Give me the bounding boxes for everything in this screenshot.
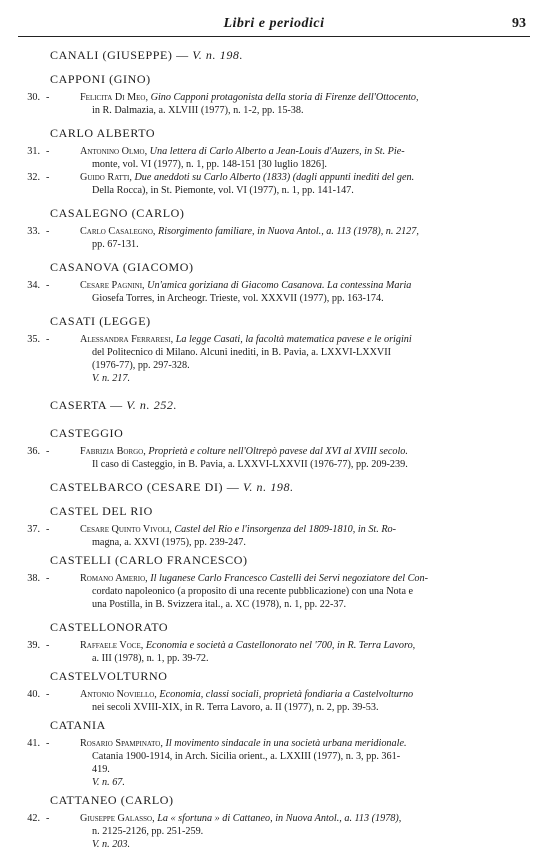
entry-41: 41. - Rosario Spampinato, Il movimento sindacale in una società urbana meridionale. Catania 1900-1914, in Arch. Sicilia orient., a. LXXIII (1977), n. 3, pp. 361- 419. V. n. 67. <box>18 737 530 789</box>
heading-casalegno: CASALEGNO (CARLO) <box>50 206 185 220</box>
entry-number: 30. <box>27 92 40 103</box>
entry-line: Della Rocca), in St. Piemonte, vol. VI (1977), n. 1, pp. 141-147. <box>92 185 354 196</box>
entry-line: nei secoli XVIII-XIX, in R. Terra Lavoro, a. II (1977), n. 2, pp. 39-53. <box>92 702 379 713</box>
entry-title: Castel del Rio e l'insorgenza del 1809-1810, in St. Ro- <box>174 524 397 535</box>
entry-title: Una lettera di Carlo Alberto a Jean-Louis d'Auzers, in St. Pie- <box>149 146 405 157</box>
running-title: Libri e periodici <box>223 16 325 31</box>
entry-number: 36. <box>27 446 40 457</box>
entry-author: Giuseppe Galasso, <box>80 813 155 824</box>
page-header <box>18 14 530 37</box>
entry-line: del Politecnico di Milano. Alcuni inediti, in B. Pavia, a. LXXVI-LXXVII <box>92 347 392 358</box>
heading-castelvolturno: CASTELVOLTURNO <box>50 669 168 683</box>
entry-number: 39. <box>27 640 40 651</box>
cross-reference: V. n. 198. <box>192 48 244 62</box>
entry-author: Fabrizia Borgo, <box>80 446 146 457</box>
entry-author: Cesare Quinto Vivoli, <box>80 524 172 535</box>
entry-line: una Postilla, in B. Svizzera ital., a. XC (1978), n. 1, pp. 22-37. <box>92 599 347 610</box>
entry-title: Proprietà e colture nell'Oltrepò pavese dal XVI al XVIII secolo. <box>148 446 408 457</box>
entry-34: 34. - Cesare Pagnini, Un'amica goriziana di Giacomo Casanova. La contessina Maria Giosefa Torres, in Archeogr. Triestе, vol. XXXVII (1977), pp. 163-174. <box>18 279 530 305</box>
entry-author: Carlo Casalegno, <box>80 226 156 237</box>
entry-author: Rosario Spampinato, <box>80 738 163 749</box>
entry-title: Economia e società a Castellonorato nel '700, in R. Terra Lavoro, <box>145 640 416 651</box>
entry-title: Due aneddoti su Carlo Alberto (1833) (dagli appunti inediti del gen. <box>134 172 415 183</box>
entry-line: Giosefa Torres, in Archeogr. Triestе, vol. XXXVII (1977), pp. 163-174. <box>92 293 384 304</box>
heading-castel-del-rio: CASTEL DEL RIO <box>50 504 153 518</box>
entry-author: Alessandra Ferraresi, <box>80 334 174 345</box>
heading-cattaneo: CATTANEO (CARLO) <box>50 793 174 807</box>
entry-title: La legge Casati, la facoltà matematica pavese e le origini <box>175 334 412 345</box>
entry-number: 34. <box>27 280 40 291</box>
entry-number: 42. <box>27 813 40 824</box>
entry-number: 31. <box>27 146 40 157</box>
entry-author: Antonino Olmo, <box>80 146 148 157</box>
entry-author: Antonio Noviello, <box>80 689 157 700</box>
entry-author: Guido Ratti, <box>80 172 132 183</box>
entry-number: 32. <box>27 172 40 183</box>
entry-line: monte, vol. VI (1977), n. 1, pp. 148-151 [30 luglio 1826]. <box>92 159 327 170</box>
heading-casati: CASATI (LEGGE) <box>50 314 151 328</box>
entry-number: 40. <box>27 689 40 700</box>
entry-title: Il movimento sindacale in una società urbana meridionale. <box>165 738 407 749</box>
heading-capponi: CAPPONI (GINO) <box>50 72 151 86</box>
entry-title: Il luganese Carlo Francesco Castelli dei Servi negoziatore del Con- <box>150 573 428 584</box>
entry-38: 38. - Romano Amerio, Il luganese Carlo Francesco Castelli dei Servi negoziatore del Con- cordato napoleonico (a proposito di una recente pubblicazione) con una Nota e una Postilla, in B. Svizzera ital., a. XC (1978), n. 1, pp. 22-37. <box>18 572 530 611</box>
entry-line: magna, a. XXVI (1975), pp. 239-247. <box>92 537 246 548</box>
entry-title: Gino Capponi protagonista della storia di Firenze dell'Ottocento, <box>150 92 419 103</box>
entry-author: Felicita Di Meo, <box>80 92 149 103</box>
cross-reference: V. n. 203. <box>92 839 131 850</box>
cross-reference: V. n. 217. <box>92 373 131 384</box>
entry-line: n. 2125-2126, pp. 251-259. <box>92 826 204 837</box>
heading-castelbarco <box>50 480 530 495</box>
entry-37: 37. - Cesare Quinto Vivoli, Castel del Rio e l'insorgenza del 1809-1810, in St. Ro- magna, a. XXVI (1975), pp. 239-247. <box>18 523 530 549</box>
entry-line: in R. Dalmazia, a. XLVIII (1977), n. 1-2, pp. 15-38. <box>92 105 304 116</box>
entry-line: Il caso di Casteggio, in B. Pavia, a. LXXVI-LXXVII (1976-77), pp. 209-239. <box>92 459 408 470</box>
heading-casteggio: CASTEGGIO <box>50 426 124 440</box>
heading-carlo-alberto: CARLO ALBERTO <box>50 126 156 140</box>
cross-reference: V. n. 252. <box>126 398 178 412</box>
heading-catania: CATANIA <box>50 718 106 732</box>
entry-line: 419. <box>92 764 110 775</box>
entry-line: (1976-77), pp. 297-328. <box>92 360 190 371</box>
entry-30: 30. - Felicita Di Meo, Gino Capponi protagonista della storia di Firenze dell'Ottocento, in R. Dalmazia, a. XLVIII (1977), n. 1-2, pp. 15-38. <box>18 91 530 117</box>
cross-reference: V. n. 198. <box>242 480 294 494</box>
entry-39: 39. - Raffaele Voce, Economia e società a Castellonorato nel '700, in R. Terra Lavoro, a. III (1978), n. 1, pp. 39-72. <box>18 639 530 665</box>
entry-line: pp. 67-131. <box>92 239 139 250</box>
entry-number: 37. <box>27 524 40 535</box>
entry-35: 35. - Alessandra Ferraresi, La legge Casati, la facoltà matematica pavese e le origini del Politecnico di Milano. Alcuni inediti, in B. Pavia, a. LXXVI-LXXVII (1976-77), pp. 297-328. V. n. 217. <box>18 333 530 385</box>
entry-author: Cesare Pagnini, <box>80 280 145 291</box>
entry-32: 32. - Guido Ratti, Due aneddoti su Carlo Alberto (1833) (dagli appunti inediti del gen. Della Rocca), in St. Piemonte, vol. VI (1977), n. 1, pp. 141-147. <box>18 171 530 197</box>
heading-caserta <box>50 398 530 413</box>
entry-line: a. III (1978), n. 1, pp. 39-72. <box>92 653 209 664</box>
entry-title: Risorgimento familiare, in Nuova Antol., a. 113 (1978), n. 2127, <box>158 226 419 237</box>
heading-castellonorato: CASTELLONORATO <box>50 620 169 634</box>
entry-number: 41. <box>27 738 40 749</box>
entry-line: Catania 1900-1914, in Arch. Sicilia orient., a. LXXIII (1977), n. 3, pp. 361- <box>92 751 401 762</box>
heading-text: CASTELBARCO (CESARE DI) — <box>50 480 240 494</box>
heading-casanova: CASANOVA (GIACOMO) <box>50 260 194 274</box>
entry-author: Romano Amerio, <box>80 573 148 584</box>
heading-castelli: CASTELLI (CARLO FRANCESCO) <box>50 553 248 567</box>
entry-42: 42. - Giuseppe Galasso, La « sfortuna » di Cattaneo, in Nuova Antol., a. 113 (1978), n. 2125-2126, pp. 251-259. V. n. 203. <box>18 812 530 851</box>
entry-title: Economia, classi sociali, proprietà fondiaria a Castelvolturno <box>159 689 414 700</box>
entry-31: 31. - Antonino Olmo, Una lettera di Carlo Alberto a Jean-Louis d'Auzers, in St. Pie- monte, vol. VI (1977), n. 1, pp. 148-151 [30 luglio 1826]. <box>18 145 530 171</box>
heading-canali <box>50 48 530 63</box>
entry-title: La « sfortuna » di Cattaneo, in Nuova Antol., a. 113 (1978), <box>157 813 402 824</box>
entry-36: 36. - Fabrizia Borgo, Proprietà e colture nell'Oltrepò pavese dal XVI al XVIII secolo. Il caso di Casteggio, in B. Pavia, a. LXXVI-LXXVII (1976-77), pp. 209-239. <box>18 445 530 471</box>
entry-line: cordato napoleonico (a proposito di una recente pubblicazione) con una Nota e <box>92 586 414 597</box>
heading-text: CANALI (GIUSEPPE) — <box>50 48 189 62</box>
cross-reference: V. n. 67. <box>92 777 125 788</box>
entry-author: Raffaele Voce, <box>80 640 144 651</box>
entry-number: 33. <box>27 226 40 237</box>
entry-number: 35. <box>27 334 40 345</box>
entry-title: Un'amica goriziana di Giacomo Casanova. La contessina Maria <box>147 280 412 291</box>
entry-number: 38. <box>27 573 40 584</box>
heading-text: CASERTA — <box>50 398 123 412</box>
entry-33: 33. - Carlo Casalegno, Risorgimento familiare, in Nuova Antol., a. 113 (1978), n. 2127, pp. 67-131. <box>18 225 530 251</box>
bibliography-body <box>18 48 530 851</box>
page-number: 93 <box>512 16 526 31</box>
entry-40: 40. - Antonio Noviello, Economia, classi sociali, proprietà fondiaria a Castelvolturno nei secoli XVIII-XIX, in R. Terra Lavoro, a. II (1977), n. 2, pp. 39-53. <box>18 688 530 714</box>
